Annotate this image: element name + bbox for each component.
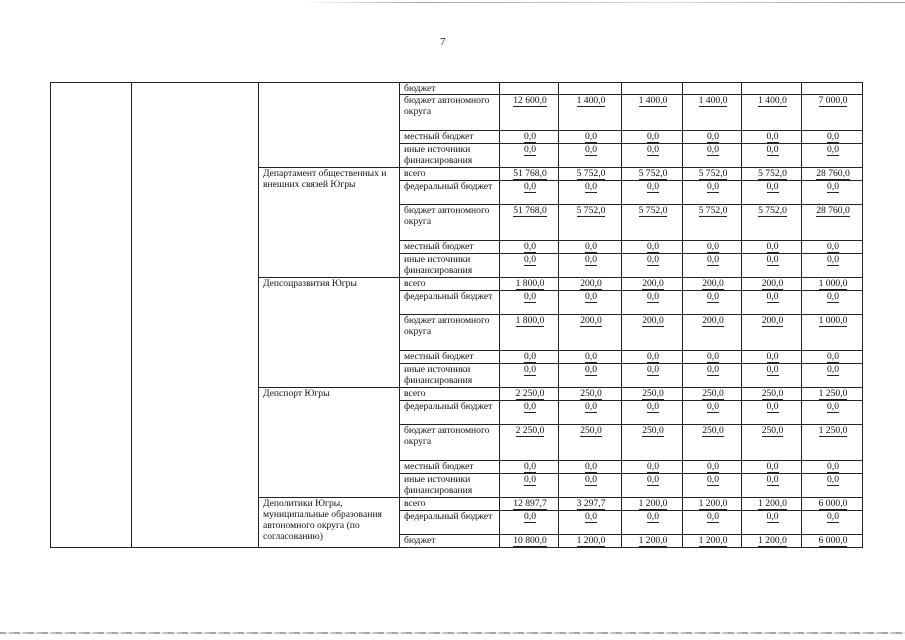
value-cell: 200,0	[559, 315, 622, 351]
value-cell: 3 297,7	[559, 498, 622, 511]
value-cell: 0,0	[559, 364, 622, 388]
value-cell: 0,0	[500, 461, 559, 474]
value-cell: 0,0	[742, 351, 802, 364]
budget-table	[50, 82, 863, 548]
category-cell: федеральный бюджет	[400, 511, 500, 535]
value-cell: 0,0	[802, 254, 863, 278]
value-cell: 0,0	[683, 131, 742, 144]
value-cell: 1 200,0	[742, 535, 802, 548]
value-cell: 0,0	[683, 401, 742, 425]
value-cell: 51 768,0	[500, 168, 559, 181]
category-cell: бюджет	[400, 83, 500, 95]
value-cell: 0,0	[622, 474, 683, 498]
value-cell: 0,0	[802, 474, 863, 498]
value-cell: 0,0	[742, 131, 802, 144]
value-cell: 1 200,0	[559, 535, 622, 548]
value-cell: 200,0	[683, 315, 742, 351]
category-cell: бюджет автономного округа	[400, 95, 500, 131]
category-cell: федеральный бюджет	[400, 401, 500, 425]
value-cell: 200,0	[559, 278, 622, 291]
value-cell: 0,0	[802, 291, 863, 315]
value-cell: 200,0	[683, 278, 742, 291]
value-cell: 0,0	[559, 351, 622, 364]
value-cell: 0,0	[683, 351, 742, 364]
value-cell: 250,0	[742, 388, 802, 401]
category-cell: иные источники финансирования	[400, 254, 500, 278]
category-cell: иные источники финансирования	[400, 474, 500, 498]
value-cell: 0,0	[683, 364, 742, 388]
value-cell: 1 000,0	[802, 315, 863, 351]
category-cell: всего	[400, 168, 500, 181]
value-cell: 10 800,0	[500, 535, 559, 548]
value-cell: 0,0	[622, 131, 683, 144]
value-cell: 0,0	[500, 351, 559, 364]
category-cell: иные источники финансирования	[400, 144, 500, 168]
value-cell	[559, 83, 622, 95]
value-cell: 1 800,0	[500, 278, 559, 291]
value-cell: 0,0	[683, 291, 742, 315]
value-cell: 2 250,0	[500, 388, 559, 401]
value-cell: 0,0	[500, 291, 559, 315]
value-cell: 0,0	[742, 511, 802, 535]
category-cell: местный бюджет	[400, 131, 500, 144]
value-cell: 0,0	[802, 241, 863, 254]
value-cell	[500, 83, 559, 95]
value-cell: 1 200,0	[622, 498, 683, 511]
value-cell: 250,0	[559, 388, 622, 401]
category-cell: иные источники финансирования	[400, 364, 500, 388]
value-cell: 250,0	[683, 388, 742, 401]
category-cell: всего	[400, 388, 500, 401]
value-cell: 7 000,0	[802, 95, 863, 131]
value-cell: 0,0	[802, 461, 863, 474]
value-cell: 0,0	[742, 241, 802, 254]
table-row	[51, 83, 863, 95]
value-cell: 1 250,0	[802, 388, 863, 401]
executor-cell: Департамент общественных и внешних связей Югры	[259, 168, 400, 278]
value-cell: 0,0	[742, 181, 802, 205]
category-cell: федеральный бюджет	[400, 181, 500, 205]
value-cell: 2 250,0	[500, 425, 559, 461]
value-cell: 250,0	[559, 425, 622, 461]
category-cell: всего	[400, 278, 500, 291]
value-cell: 1 000,0	[802, 278, 863, 291]
value-cell: 0,0	[683, 241, 742, 254]
value-cell: 0,0	[802, 181, 863, 205]
category-cell: местный бюджет	[400, 241, 500, 254]
value-cell: 5 752,0	[622, 205, 683, 241]
value-cell: 1 200,0	[683, 535, 742, 548]
value-cell: 12 897,7	[500, 498, 559, 511]
value-cell: 0,0	[622, 511, 683, 535]
value-cell: 250,0	[622, 388, 683, 401]
number-column-cell	[51, 83, 132, 548]
value-cell: 250,0	[683, 425, 742, 461]
value-cell: 0,0	[559, 144, 622, 168]
value-cell: 0,0	[622, 461, 683, 474]
value-cell: 0,0	[742, 401, 802, 425]
value-cell: 0,0	[622, 254, 683, 278]
value-cell: 1 250,0	[802, 425, 863, 461]
value-cell: 0,0	[742, 364, 802, 388]
category-cell: бюджет автономного округа	[400, 205, 500, 241]
value-cell: 0,0	[683, 181, 742, 205]
value-cell: 1 200,0	[622, 535, 683, 548]
value-cell: 5 752,0	[622, 168, 683, 181]
value-cell: 0,0	[742, 254, 802, 278]
executor-cell: Депсоцразвития Югры	[259, 278, 400, 388]
value-cell: 0,0	[622, 364, 683, 388]
value-cell: 0,0	[500, 474, 559, 498]
value-cell: 5 752,0	[742, 168, 802, 181]
value-cell: 1 400,0	[622, 95, 683, 131]
executor-cell: Деполитики Югры, муниципальные образования автономного округа (по согласованию)	[259, 498, 400, 548]
value-cell: 0,0	[683, 461, 742, 474]
value-cell	[622, 83, 683, 95]
value-cell: 5 752,0	[559, 168, 622, 181]
value-cell: 0,0	[622, 291, 683, 315]
table-body	[51, 83, 863, 548]
category-cell: местный бюджет	[400, 351, 500, 364]
value-cell: 200,0	[622, 278, 683, 291]
value-cell: 250,0	[742, 425, 802, 461]
value-cell: 200,0	[742, 315, 802, 351]
category-cell: бюджет автономного округа	[400, 425, 500, 461]
value-cell: 28 760,0	[802, 168, 863, 181]
value-cell: 200,0	[622, 315, 683, 351]
value-cell: 0,0	[500, 511, 559, 535]
value-cell: 0,0	[683, 474, 742, 498]
value-cell: 0,0	[802, 131, 863, 144]
value-cell: 0,0	[742, 474, 802, 498]
value-cell: 5 752,0	[683, 205, 742, 241]
value-cell: 0,0	[500, 364, 559, 388]
value-cell	[683, 83, 742, 95]
value-cell: 12 600,0	[500, 95, 559, 131]
value-cell: 0,0	[802, 351, 863, 364]
value-cell	[802, 83, 863, 95]
value-cell: 0,0	[742, 144, 802, 168]
value-cell: 0,0	[500, 144, 559, 168]
scan-artifact-top	[300, 2, 905, 3]
category-cell: всего	[400, 498, 500, 511]
value-cell: 28 760,0	[802, 205, 863, 241]
value-cell: 0,0	[559, 511, 622, 535]
value-cell: 0,0	[742, 291, 802, 315]
activity-column-cell	[132, 83, 259, 548]
value-cell: 0,0	[559, 401, 622, 425]
category-cell: бюджет автономного округа	[400, 315, 500, 351]
value-cell: 1 400,0	[742, 95, 802, 131]
value-cell: 1 400,0	[559, 95, 622, 131]
value-cell: 1 200,0	[742, 498, 802, 511]
value-cell: 5 752,0	[683, 168, 742, 181]
value-cell: 0,0	[559, 474, 622, 498]
page-number: 7	[440, 36, 446, 48]
value-cell: 1 400,0	[683, 95, 742, 131]
value-cell: 51 768,0	[500, 205, 559, 241]
value-cell: 1 200,0	[683, 498, 742, 511]
value-cell: 0,0	[559, 461, 622, 474]
value-cell: 0,0	[559, 181, 622, 205]
category-cell: бюджет	[400, 535, 500, 548]
value-cell: 0,0	[802, 144, 863, 168]
value-cell: 0,0	[802, 364, 863, 388]
value-cell: 0,0	[500, 181, 559, 205]
value-cell: 0,0	[500, 254, 559, 278]
category-cell: федеральный бюджет	[400, 291, 500, 315]
value-cell: 0,0	[683, 511, 742, 535]
value-cell: 0,0	[559, 131, 622, 144]
value-cell: 0,0	[500, 131, 559, 144]
value-cell: 0,0	[622, 351, 683, 364]
value-cell: 0,0	[742, 461, 802, 474]
value-cell: 0,0	[622, 401, 683, 425]
value-cell: 0,0	[500, 401, 559, 425]
value-cell: 0,0	[622, 144, 683, 168]
value-cell: 0,0	[683, 144, 742, 168]
value-cell: 0,0	[622, 241, 683, 254]
value-cell: 0,0	[500, 241, 559, 254]
category-cell: местный бюджет	[400, 461, 500, 474]
value-cell: 0,0	[683, 254, 742, 278]
value-cell: 1 800,0	[500, 315, 559, 351]
value-cell: 250,0	[622, 425, 683, 461]
value-cell: 0,0	[559, 291, 622, 315]
value-cell: 0,0	[559, 254, 622, 278]
value-cell: 6 000,0	[802, 535, 863, 548]
value-cell: 5 752,0	[559, 205, 622, 241]
scan-artifact-bottom	[0, 632, 905, 634]
value-cell	[742, 83, 802, 95]
value-cell: 6 000,0	[802, 498, 863, 511]
value-cell: 0,0	[802, 401, 863, 425]
value-cell: 5 752,0	[742, 205, 802, 241]
executor-cell: Депспорт Югры	[259, 388, 400, 498]
value-cell: 0,0	[802, 511, 863, 535]
value-cell: 0,0	[559, 241, 622, 254]
executor-cell	[259, 83, 400, 168]
value-cell: 200,0	[742, 278, 802, 291]
value-cell: 0,0	[622, 181, 683, 205]
